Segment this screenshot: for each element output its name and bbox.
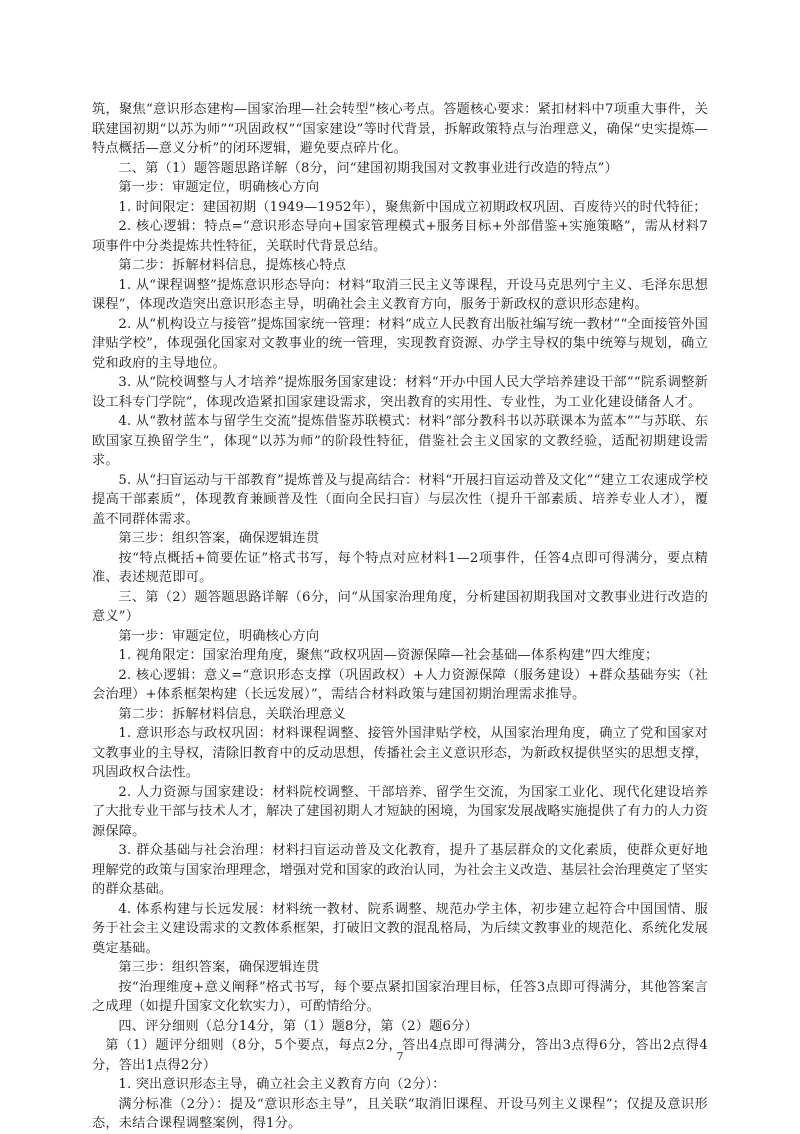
paragraph: 三、第（2）题答题思路详解（6分，问“从国家治理角度，分析建国初期我国对文教事业进行改造的意义”） <box>92 589 708 624</box>
paragraph: 按“治理维度+意义阐释”格式书写，每个要点紧扣国家治理目标，任答3点即可得满分，其他答案言之成理（如提升国家文化软实力），可酌情给分。 <box>92 979 708 1014</box>
paragraph: 第一步：审题定位，明确核心方向 <box>118 628 320 644</box>
paragraph: 3. 群众基础与社会治理：材料扫盲运动普及文化教育，提升了基层群众的文化素质，使群众更好地理解党的政策与国家治理理念，增强对党和国家的政治认同，为社会主义改造、基层社会治理奠定了坚实的群众基础。 <box>92 843 708 897</box>
paragraph: 筑，聚焦“意识形态建构—国家治理—社会转型”核心考点。答题核心要求：紧扣材料中7项重大事件，关联建国初期“以苏为师”“巩固政权”“国家建设”等时代背景，拆解政策特点与治理意义，确保“史实提炼—特点概括—意义分析”的闭环逻辑，避免要点碎片化。 <box>92 102 708 156</box>
paragraph: 二、第（1）题答题思路详解（8分，问“建国初期我国对文教事业进行改造的特点”） <box>118 160 619 176</box>
paragraph: 第二步：拆解材料信息，关联治理意义 <box>118 706 346 722</box>
paragraph: 3. 从“院校调整与人才培养”提炼服务国家建设：材料“开办中国人民大学培养建设干部”“院系调整新设工科专门学院”，体现改造紧扣国家建设需求，突出教育的实用性、专业性，为工业化建设储备人才。 <box>92 375 708 410</box>
document-body <box>92 100 708 1134</box>
paragraph: 1. 意识形态与政权巩固：材料课程调整、接管外国津贴学校，从国家治理角度，确立了党和国家对文教事业的主导权，清除旧教育中的反动思想，传播社会主义意识形态，为新政权提供坚实的思想支撑，巩固政权合法性。 <box>92 726 708 780</box>
paragraph: 四、评分细则（总分14分，第（1）题8分，第（2）题6分） <box>118 1018 478 1034</box>
paragraph: 2. 核心逻辑：特点=“意识形态导向+国家管理模式+服务目标+外部借鉴+实施策略”，需从材料7项事件中分类提炼共性特征，关联时代背景总结。 <box>92 219 708 254</box>
paragraph: 第三步：组织答案，确保逻辑连贯 <box>118 960 320 975</box>
page-number: 7 <box>396 1050 404 1063</box>
paragraph: 2. 核心逻辑：意义=“意识形态支撑（巩固政权）+人力资源保障（服务建设）+群众基础夯实（社会治理）+体系框架构建（长远发展）”，需结合材料政策与建国初期治理需求推导。 <box>92 667 708 702</box>
paragraph: 第（1）题评分细则（8分，5个要点，每点2分，答出4点即可得满分，答出3点得6分，答出2点得4分，答出1点得2分） <box>92 1038 708 1073</box>
paragraph: 1. 视角限定：国家治理角度，聚焦“政权巩固—资源保障—社会基础—体系构建”四大维度； <box>118 648 659 663</box>
paragraph: 2. 从“机构设立与接管”提炼国家统一管理：材料“成立人民教育出版社编写统一教材”“全面接管外国津贴学校”，体现强化国家对文教事业的统一管理，实现教育资源、办学主导权的集中统筹与规划，确立党和政府的主导地位。 <box>92 316 708 371</box>
paragraph: 4. 从“教材蓝本与留学生交流”提炼借鉴苏联模式：材料“部分教科书以苏联课本为蓝本”“与苏联、东欧国家互换留学生”，体现“以苏为师”的阶段性特征，借鉴社会主义国家的文教经验，适配初期建设需求。 <box>92 414 708 468</box>
paragraph: 第三步：组织答案，确保逻辑连贯 <box>118 531 320 546</box>
paragraph: 按“特点概括+简要佐证”格式书写，每个特点对应材料1—2项事件，任答4点即可得满分，要点精准、表述规范即可。 <box>92 550 708 585</box>
paragraph: 1. 时间限定：建国初期（1949—1952年），聚焦新中国成立初期政权巩固、百废待兴的时代特征； <box>118 199 707 215</box>
paragraph: 1. 从“课程调整”提炼意识形态导向：材料“取消三民主义等课程，开设马克思列宁主义、毛泽东思想课程”，体现改造突出意识形态主导，明确社会主义教育方向，服务于新政权的意识形态建构。 <box>92 277 708 312</box>
paragraph: 4. 体系构建与长远发展：材料统一教材、院系调整、规范办学主体，初步建立起符合中国国情、服务于社会主义建设需求的文教体系框架，打破旧文教的混乱格局，为后续文教事业的规范化、系统化发展奠定基础。 <box>92 901 708 956</box>
paragraph: 1. 突出意识形态主导，确立社会主义教育方向（2分）： <box>118 1077 446 1092</box>
paragraph: 满分标准（2分）：提及“意识形态主导”，且关联“取消旧课程、开设马列主义课程”；仅提及意识形态，未结合课程调整案例，得1分。 <box>92 1096 708 1131</box>
paragraph: 第一步：审题定位，明确核心方向 <box>118 180 320 195</box>
paragraph: 第二步：拆解材料信息，提炼核心特点 <box>118 258 346 273</box>
paragraph: 2. 人力资源与国家建设：材料院校调整、干部培养、留学生交流，为国家工业化、现代化建设培养了大批专业干部与技术人才，解决了建国初期人才短缺的困境，为国家发展战略实施提供了有力的人力资源保障。 <box>92 784 708 839</box>
paragraph: 5. 从“扫盲运动与干部教育”提炼普及与提高结合：材料“开展扫盲运动普及文化”“建立工农速成学校提高干部素质”，体现教育兼顾普及性（面向全民扫盲）与层次性（提升干部素质、培养专业人才），覆盖不同群体需求。 <box>92 472 708 527</box>
